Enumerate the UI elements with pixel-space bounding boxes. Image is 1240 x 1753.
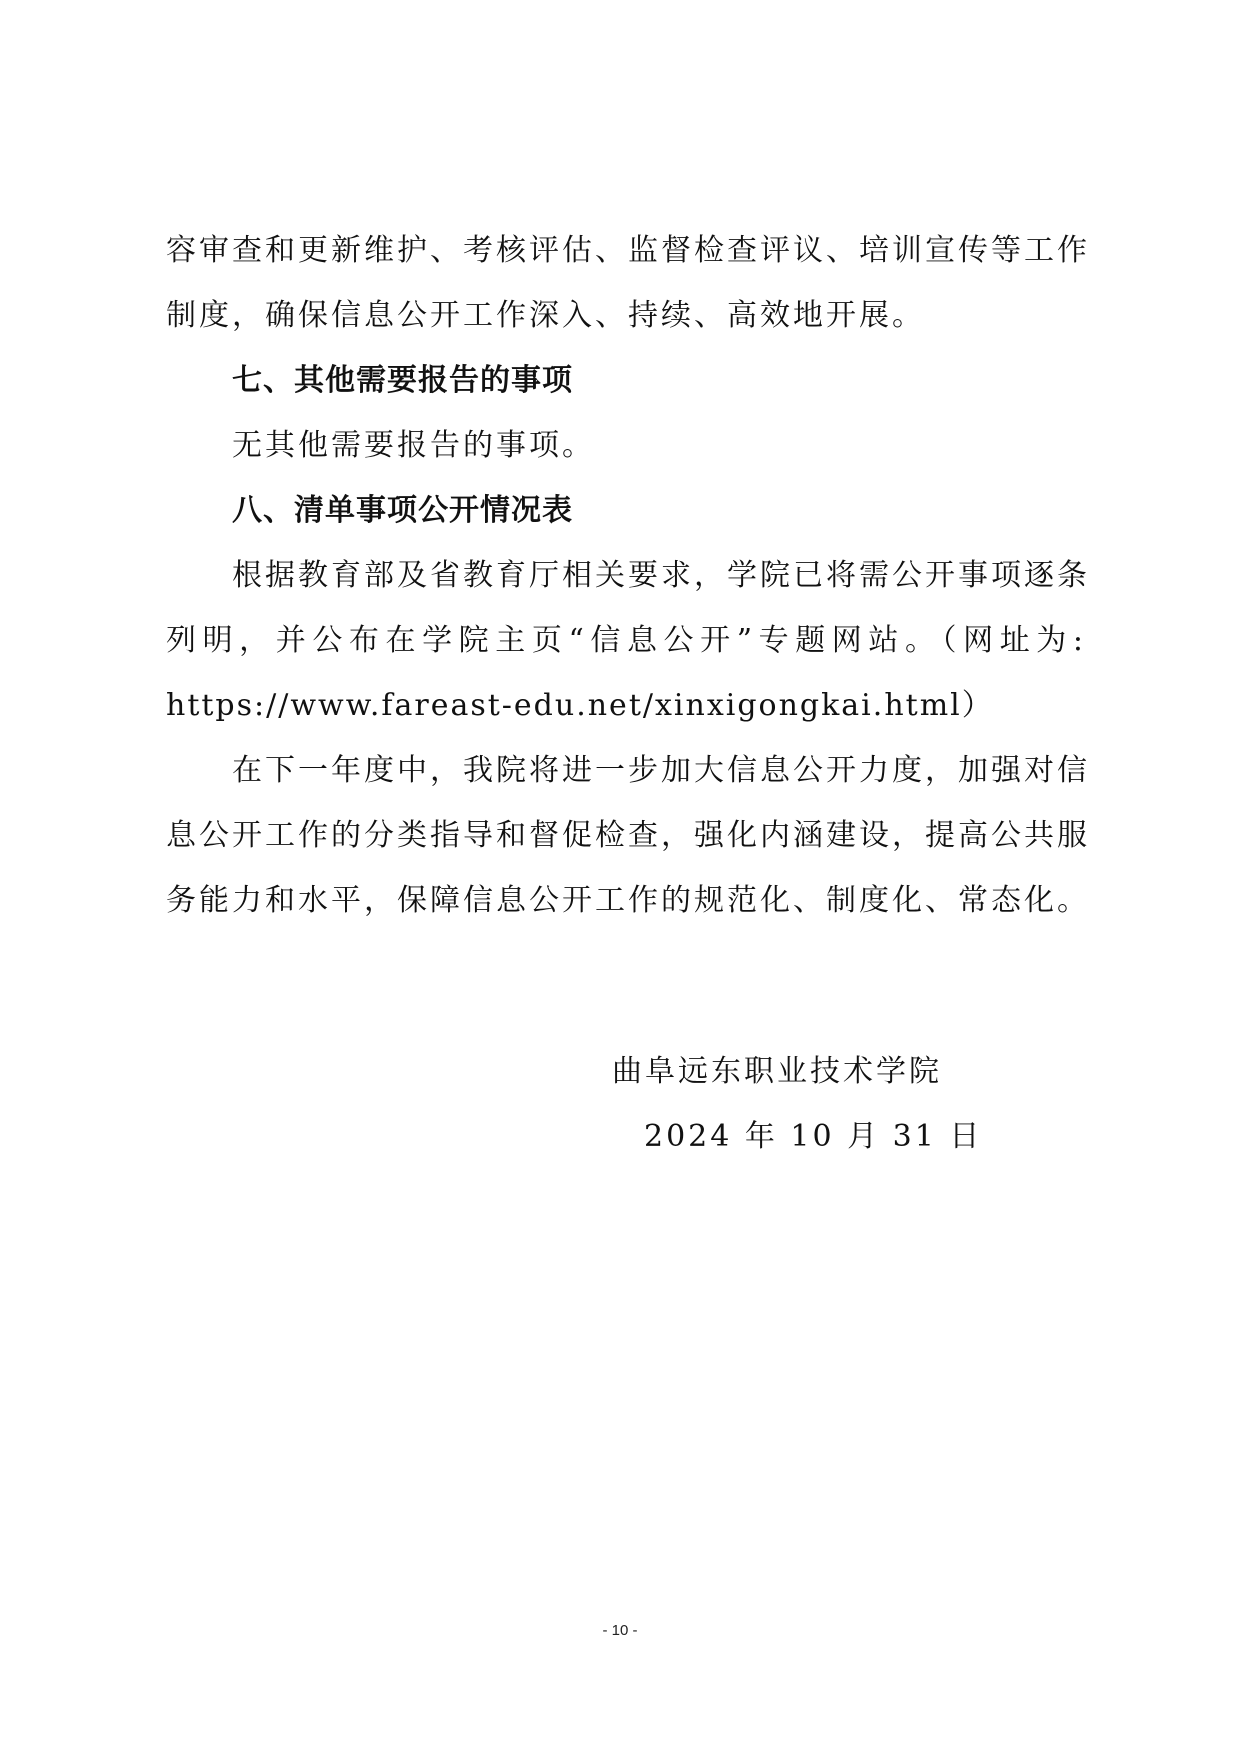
- paragraph-line-continuation-2: 制度，确保信息公开工作深入、持续、高效地开展。: [166, 298, 925, 333]
- section-heading-7: 七、其他需要报告的事项: [232, 363, 573, 398]
- closing-paragraph-line-1: 在下一年度中，我院将进一步加大信息公开力度，加强对信: [232, 753, 1090, 788]
- paragraph-line-continuation-1: 容审查和更新维护、考核评估、监督检查评议、培训宣传等工作: [166, 233, 1090, 268]
- website-url: https://www.fareast-edu.net/xinxigongkai.html）: [166, 688, 994, 723]
- section-8-body-line-2: 列明，并公布在学院主页“信息公开”专题网站。（网址为:: [166, 623, 1086, 658]
- page-number: - 10 -: [602, 1622, 638, 1639]
- signature-organization: 曲阜远东职业技术学院: [612, 1054, 942, 1089]
- section-7-body: 无其他需要报告的事项。: [232, 428, 595, 463]
- closing-paragraph-line-3: 务能力和水平，保障信息公开工作的规范化、制度化、常态化。: [166, 883, 1090, 918]
- closing-paragraph-line-2: 息公开工作的分类指导和督促检查，强化内涵建设，提高公共服: [166, 818, 1090, 853]
- signature-date: 2024 年 10 月 31 日: [644, 1119, 983, 1154]
- section-8-body-line-1: 根据教育部及省教育厅相关要求，学院已将需公开事项逐条: [232, 558, 1090, 593]
- section-heading-8: 八、清单事项公开情况表: [232, 493, 573, 528]
